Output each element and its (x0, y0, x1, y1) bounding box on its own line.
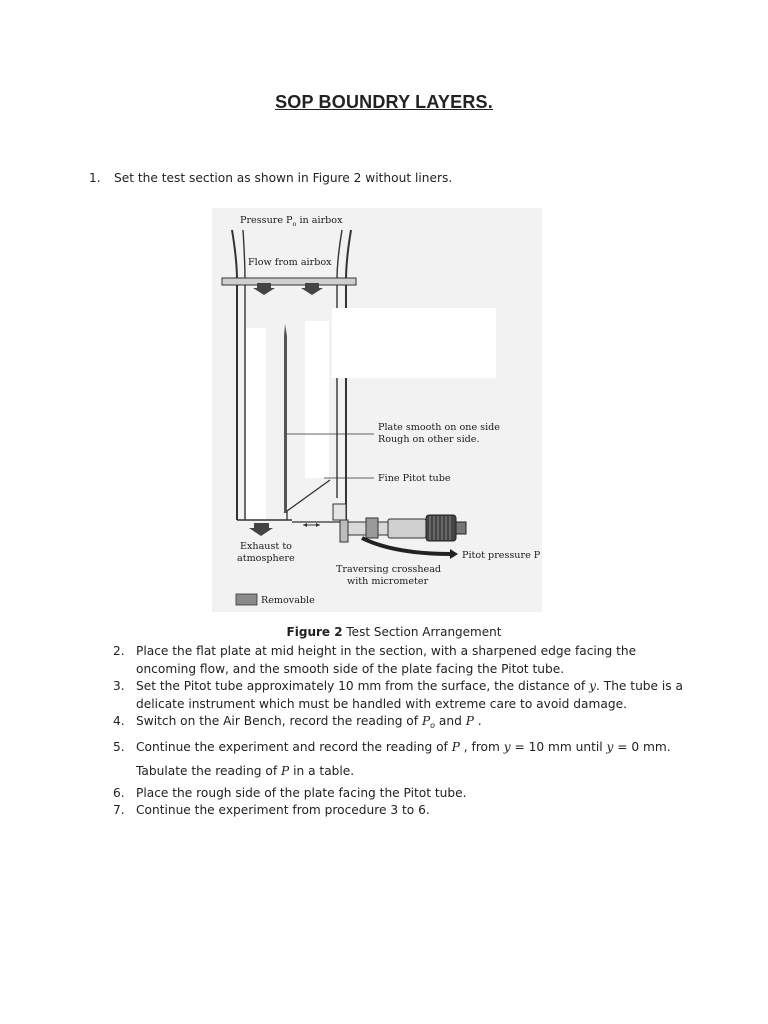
left-wall-inner (243, 230, 245, 520)
list-item-6 (113, 785, 696, 803)
pitot-tube (287, 480, 330, 520)
label-exhaust-line2: atmosphere (237, 553, 295, 564)
removable-swatch (236, 594, 257, 605)
flat-plate (284, 324, 287, 513)
list-item-5: 5. Continue the experiment and record the reading of P , from y = 10 mm until y = 0 mm. Tabulate the reading of P in a table. (136, 739, 696, 781)
step-1 (89, 170, 453, 187)
micrometer-knurl (426, 515, 456, 541)
airbox-flange (222, 278, 356, 285)
item-text: Place the flat plate at mid height in the section, with a sharpened edge facing the oncoming flow, and the smooth side of the plate facing the Pitot tube. (136, 644, 637, 676)
test-section-diagram (212, 208, 542, 612)
step-text: Set the test section as shown in Figure 2 without liners. (114, 171, 453, 185)
item-number: 5. (113, 739, 125, 754)
label-pitot-tube: Fine Pitot tube (378, 473, 451, 484)
exhaust-arrow (249, 523, 273, 536)
label-plate-line1: Plate smooth on one side (378, 422, 500, 433)
label-pressure: Pressure $P_o$ in airbox (240, 215, 343, 228)
item-number: 3. (113, 679, 125, 693)
step-number: 1. (89, 171, 101, 185)
procedure-list (113, 643, 696, 820)
liner-left (246, 328, 266, 520)
micrometer-barrel (388, 519, 426, 538)
item-number: 7. (113, 803, 125, 817)
label-pitot-pressure: Pitot pressure P (462, 550, 541, 561)
label-removable: Removable (261, 595, 315, 606)
label-flow: Flow from airbox (248, 257, 332, 268)
blank-overlay (332, 308, 496, 378)
label-plate-line2: Rough on other side. (378, 434, 480, 445)
item-line-2: Tabulate the reading of P in a table. (136, 764, 355, 778)
list-item-4: 4. Switch on the Air Bench, record the reading of $P_o$ and P . (113, 714, 482, 730)
list-item-2 (113, 643, 696, 678)
caption-text: Test Section Arrangement (342, 625, 502, 639)
caption-label: Figure 2 (286, 625, 343, 639)
figure-caption (0, 625, 768, 639)
label-exhaust-line1: Exhaust to (240, 541, 292, 552)
math-p: P (465, 714, 474, 728)
list-item-3: 3. Set the Pitot tube approximately 10 mm from the surface, the distance of y. The tube is a delicate instrument which must be handled with extreme care to avoid damage. (113, 679, 683, 711)
list-item-7 (113, 802, 696, 820)
document-title: SOP BOUNDRY LAYERS. (275, 92, 493, 112)
item-number: 4. (113, 714, 125, 728)
liner-right (305, 321, 329, 478)
test-section-figure (212, 208, 542, 612)
item-text: Continue the experiment from procedure 3 to 6. (136, 803, 430, 817)
item-text: Place the rough side of the plate facing the Pitot tube. (136, 785, 467, 800)
left-wall (232, 230, 237, 520)
label-crosshead-line2: with micrometer (347, 576, 429, 587)
item-number: 6. (113, 785, 125, 800)
math-y: y (589, 679, 596, 693)
crosshead-bracket (333, 504, 346, 520)
math-p: P (421, 714, 431, 728)
item-number: 2. (113, 644, 125, 658)
label-crosshead-line1: Traversing crosshead (336, 564, 442, 575)
